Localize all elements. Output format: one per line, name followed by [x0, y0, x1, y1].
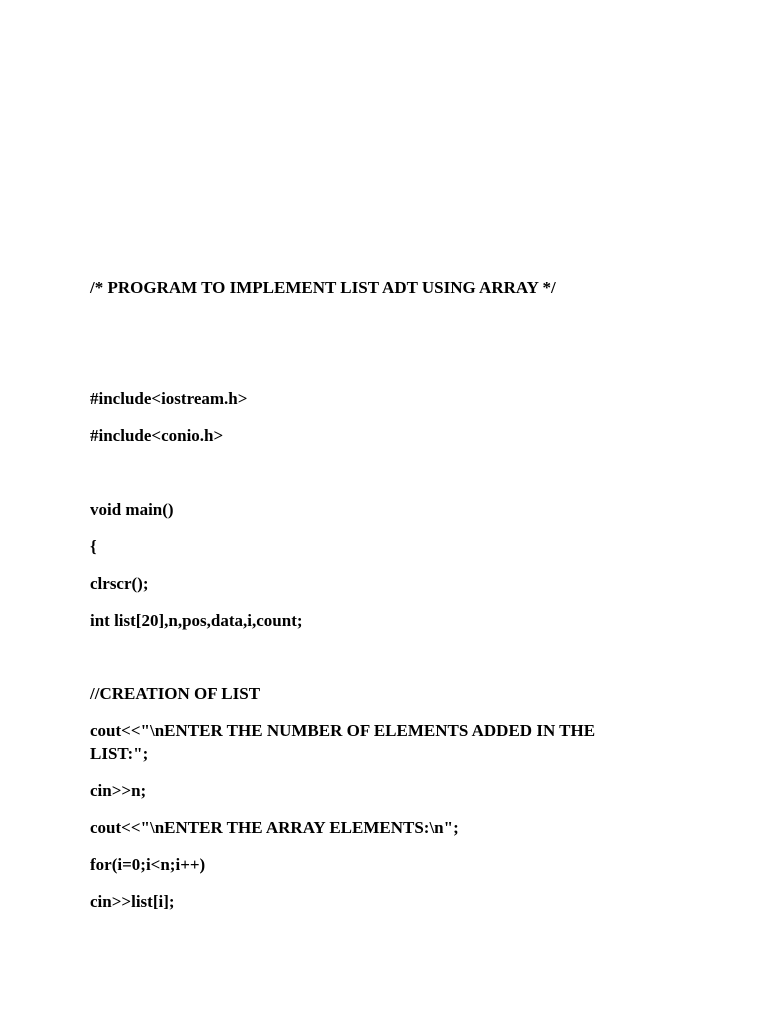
code-line-open-brace: { [90, 537, 97, 556]
code-line-include-iostream: #include<iostream.h> [90, 389, 248, 408]
code-line-variable-declaration: int list[20],n,pos,data,i,count; [90, 611, 303, 630]
code-line-include-conio: #include<conio.h> [90, 426, 224, 445]
code-line-prompt-elements: cout<<"\nENTER THE ARRAY ELEMENTS:\n"; [90, 818, 459, 837]
code-line-prompt-count: cout<<"\nENTER THE NUMBER OF ELEMENTS ADDED IN THE LIST:"; [90, 721, 600, 763]
code-line-for-loop: for(i=0;i<n;i++) [90, 855, 206, 874]
code-line-creation-comment: //CREATION OF LIST [90, 684, 261, 703]
code-line-read-element: cin>>list[i]; [90, 892, 175, 911]
code-line-read-n: cin>>n; [90, 781, 147, 800]
code-line-main-signature: void main() [90, 500, 174, 519]
code-line-clrscr: clrscr(); [90, 574, 149, 593]
program-title-comment: /* PROGRAM TO IMPLEMENT LIST ADT USING ARRAY */ [90, 278, 556, 297]
